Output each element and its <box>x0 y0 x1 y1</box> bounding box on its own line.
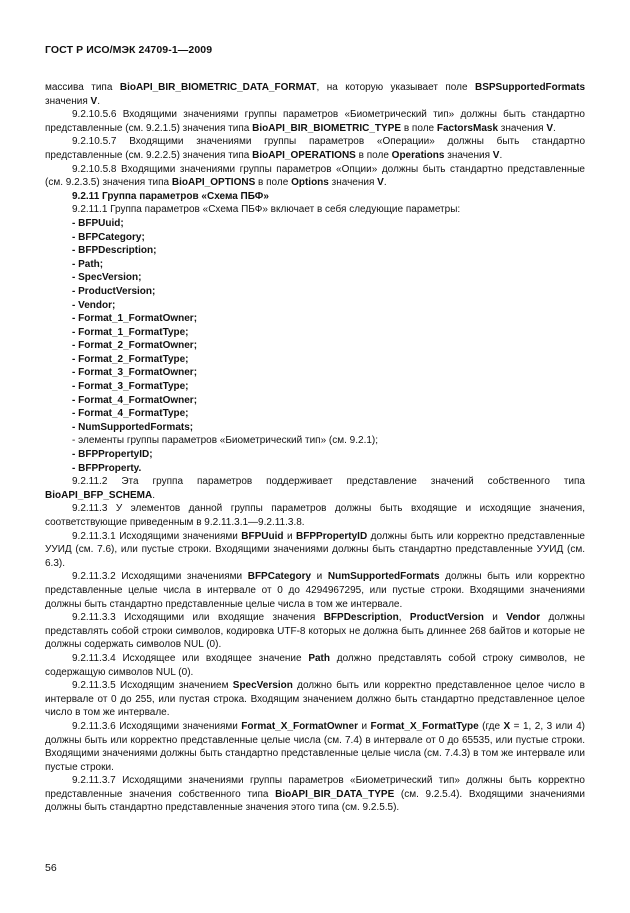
list-item: - ProductVersion; <box>72 285 156 297</box>
page-number: 56 <box>45 862 57 874</box>
list-item: - Format_3_FormatType; <box>72 381 189 393</box>
list-item: - Vendor; <box>72 299 116 311</box>
paragraph: 9.2.11.3.6 Исходящими значениями Format_X_FormatOwner и Format_X_FormatType (где X = 1, 2, 3 или 4) должны быть или корректно представленные целые числа (см. 7.4) в интервале от 0 до 65535, или пустые строки. Входящими значениями должны быть стандартно представленные целые числа (см. 7.4.3) в том же интервале или пустые строки. <box>45 720 585 773</box>
paragraph: 9.2.11.3.1 Исходящими значениями BFPUuid и BFPPropertyID должны быть или корректно представленные УУИД (см. 7.6), или пустые строки. Входящими значениями должны быть стандартно представленные УУИД (см. 6.3). <box>45 530 585 569</box>
list-item: - SpecVersion; <box>72 272 142 284</box>
list-item: - Format_4_FormatType; <box>72 408 189 420</box>
list-item: - Format_2_FormatOwner; <box>72 340 198 352</box>
list-item: - Format_3_FormatOwner; <box>72 367 198 379</box>
list-item: - элементы группы параметров «Биометрический тип» (см. 9.2.1); <box>72 435 379 447</box>
list-item: - BFPCategory; <box>72 231 145 243</box>
paragraph: 9.2.10.5.7 Входящими значениями группы параметров «Операции» должны быть стандартно представленные (см. 9.2.2.5) значения типа BioAPI_OPERATIONS в поле Operations значения V. <box>45 136 585 161</box>
paragraph: 9.2.11.3.5 Исходящим значением SpecVersion должно быть или корректно представленное целое число в интервале от 0 до 255, или пустая строка. Входящим значением должно быть стандартно представленное целое число в том же интервале. <box>45 680 585 719</box>
paragraph: 9.2.11.3 У элементов данной группы параметров должны быть входящие и исходящие значения, соответствующие приведенным в 9.2.11.3.1—9.2.11.3.8. <box>45 503 585 528</box>
list-item: - Format_1_FormatType; <box>72 326 189 338</box>
paragraph: 9.2.10.5.8 Входящими значениями группы параметров «Опции» должны быть стандартно представленные (см. 9.2.3.5) значения типа BioAPI_OPTIONS в поле Options значения V. <box>45 163 585 189</box>
paragraph: 9.2.11.3.2 Исходящими значениями BFPCategory и NumSupportedFormats должны быть или корректно представленные целые числа в интервале от 0 до 4294967295, или пустые строки. Входящими значениями должны быть стандартно представленные целые числа в том же интервале. <box>45 571 585 610</box>
paragraph: 9.2.11.3.7 Исходящими значениями группы параметров «Биометрический тип» должны быть корректно представленные значения собственного типа BioAPI_BIR_DATA_TYPE (см. 9.2.5.4). Входящими значениями должны быть стандартно представленные значения этого типа (см. 9.2.5.5). <box>45 775 585 814</box>
list-item: - Format_2_FormatType; <box>72 353 189 365</box>
list-item: - Path; <box>72 258 104 270</box>
list-item: - NumSupportedFormats; <box>72 421 194 433</box>
section-heading: 9.2.11 Группа параметров «Схема ПБФ» <box>72 190 269 202</box>
list-item: - BFPProperty. <box>72 462 142 474</box>
list-item: - Format_1_FormatOwner; <box>72 313 198 325</box>
list-item: - BFPDescription; <box>72 245 157 257</box>
paragraph: 9.2.11.2 Эта группа параметров поддерживает представление значений собственного типа BioAPI_BFP_SCHEMA. <box>45 476 585 501</box>
paragraph: массива типа BioAPI_BIR_BIOMETRIC_DATA_FORMAT, на которую указывает поле BSPSupportedFormats значения V. <box>45 82 586 107</box>
list-item: - BFPPropertyID; <box>72 449 153 461</box>
document-body <box>45 81 585 815</box>
list-item: - BFPUuid; <box>72 217 124 229</box>
paragraph: 9.2.11.1 Группа параметров «Схема ПБФ» включает в себя следующие параметры: <box>72 204 461 216</box>
paragraph: 9.2.11.3.3 Исходящими или входящие значения BFPDescription, ProductVersion и Vendor должны представлять собой строки символов, кодировка UTF-8 которых не должна быть длиннее 268 байтов и которые не должны содержать символов NUL (0). <box>45 612 585 651</box>
paragraph: 9.2.11.3.4 Исходящее или входящее значение Path должно представлять собой строку символов, не содержащую символов NUL (0). <box>45 652 586 678</box>
list-item: - Format_4_FormatOwner; <box>72 394 198 406</box>
page-header: ГОСТ Р ИСО/МЭК 24709-1—2009 <box>45 44 213 56</box>
paragraph: 9.2.10.5.6 Входящими значениями группы параметров «Биометрический тип» должны быть стандартно представленные (см. 9.2.1.5) значения типа BioAPI_BIR_BIOMETRIC_TYPE в поле FactorsMask значения V. <box>45 109 585 134</box>
